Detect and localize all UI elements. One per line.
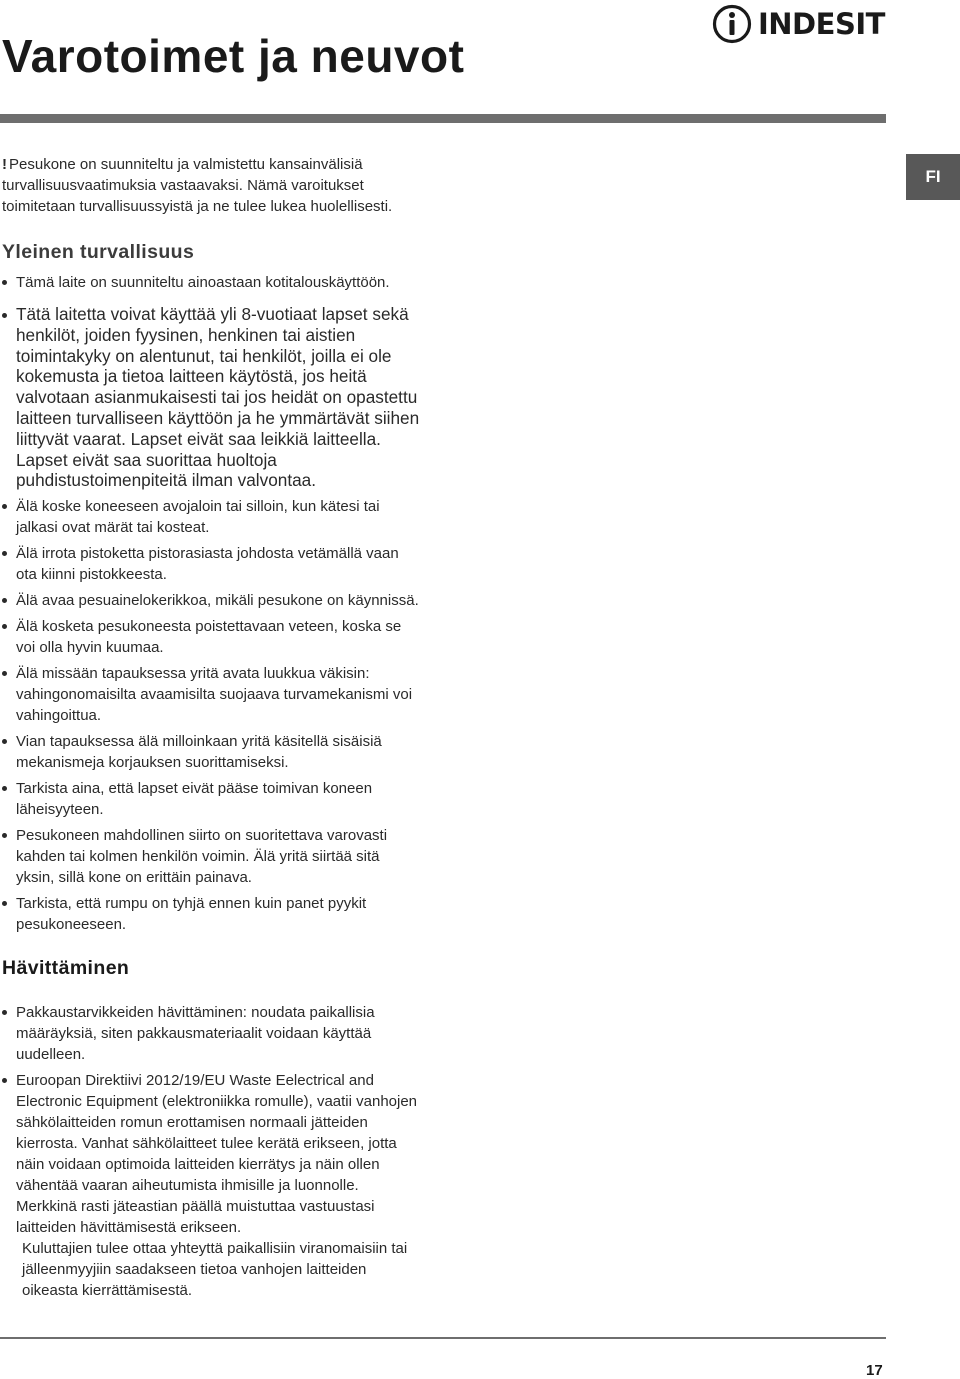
warning-mark: ! [2,156,7,173]
disposal-heading: Hävittäminen [2,957,130,980]
safety-heading: Yleinen turvallisuus [2,241,195,263]
page-title: Varotoimet ja neuvot [2,29,465,82]
brand-name: INDESIT [758,7,885,41]
page-number: 17 [866,1362,883,1379]
list-item: Älä kosketa pesukoneesta poistettavaan veteen, koska se voi olla hyvin kuumaa. [2,616,422,658]
brand-logo [712,2,885,46]
list-item: Tarkista aina, että lapset eivät pääse toimivan koneen läheisyyteen. [2,778,422,820]
list-item: Euroopan Direktiivi 2012/19/EU Waste Eelectrical and Electronic Equipment (elektroniikka romulle), vaatii vanhojen sähkölaitteiden romun erottamisen normaali jätteiden kierrosta. Vanhat sähkölaitteet tulee kerätä erikseen, jotta näin voidaan optimoida laitteiden kierrätys ja näin ollen vähentää vaaran aiheutumista ihmisille ja luonnolle. Merkkinä rasti jäteastian päällä muistuttaa vastuustasi laitteiden hävittämisestä erikseen. [2,1070,422,1238]
language-tab: FI [906,154,960,200]
footer-divider [0,1337,886,1339]
safety-list [2,272,422,935]
list-item: Tämä laite on suunniteltu ainoastaan kotitalouskäyttöön. [2,272,422,293]
list-item: Tarkista, että rumpu on tyhjä ennen kuin panet pyykit pesukoneeseen. [2,893,422,935]
list-item: Älä koske koneeseen avojaloin tai silloin, kun kätesi tai jalkasi ovat märät tai kosteat. [2,496,422,538]
list-item: Tätä laitetta voivat käyttää yli 8-vuotiaat lapset sekä henkilöt, joiden fyysinen, henkinen tai aistien toimintakyky on alentunut, tai henkilöt, joilla ei ole kokemusta ja tietoa laitteen käytöstä, jos heitä valvotaan asianmukaisesti tai jos heidät on opastettu laitteen turvalliseen käyttöön ja he ymmärtävät siihen liittyvät vaarat. Lapset eivät saa leikkiä laitteella. Lapset eivät saa suorittaa huoltoja puhdistustoimenpiteitä ilman valvontaa. [2,304,422,491]
list-item: Älä missään tapauksessa yritä avata luukkua väkisin: vahingonomaisilta avaamisilta suojaava turvamekanismi voi vahingoittua. [2,663,422,726]
disposal-list [2,1002,422,1238]
list-item: Älä irrota pistoketta pistorasiasta johdosta vetämällä vaan ota kiinni pistokkeesta. [2,543,422,585]
intro-text: Pesukone on suunniteltu ja valmistettu kansainvälisiä turvallisuusvaatimuksia vastaavaksi. Nämä varoitukset toimitetaan turvallisuussyistä ja ne tulee lukea huolellisesti. [2,156,393,215]
list-item: Vian tapauksessa älä milloinkaan yritä käsitellä sisäisiä mekanismeja korjauksen suorittamiseksi. [2,731,422,773]
list-item: Älä avaa pesuainelokerikkoa, mikäli pesukone on käynnissä. [2,590,422,611]
list-item: Pesukoneen mahdollinen siirto on suoritettava varovasti kahden tai kolmen henkilön voimin. Älä yritä siirtää sitä yksin, sillä kone on erittäin painava. [2,825,422,888]
header-divider [0,114,886,123]
disposal-note: Kuluttajien tulee ottaa yhteyttä paikallisiin viranomaisiin tai jälleenmyyjiin saadakseen tietoa vanhojen laitteiden oikeasta kierrättämisestä. [22,1240,408,1300]
main-column [2,150,422,1301]
intro-paragraph [2,154,422,217]
indesit-logo-icon [712,4,752,44]
list-item: Pakkaustarvikkeiden hävittäminen: noudata paikallisia määräyksiä, siten pakkausmateriaalit voidaan käyttää uudelleen. [2,1002,422,1065]
